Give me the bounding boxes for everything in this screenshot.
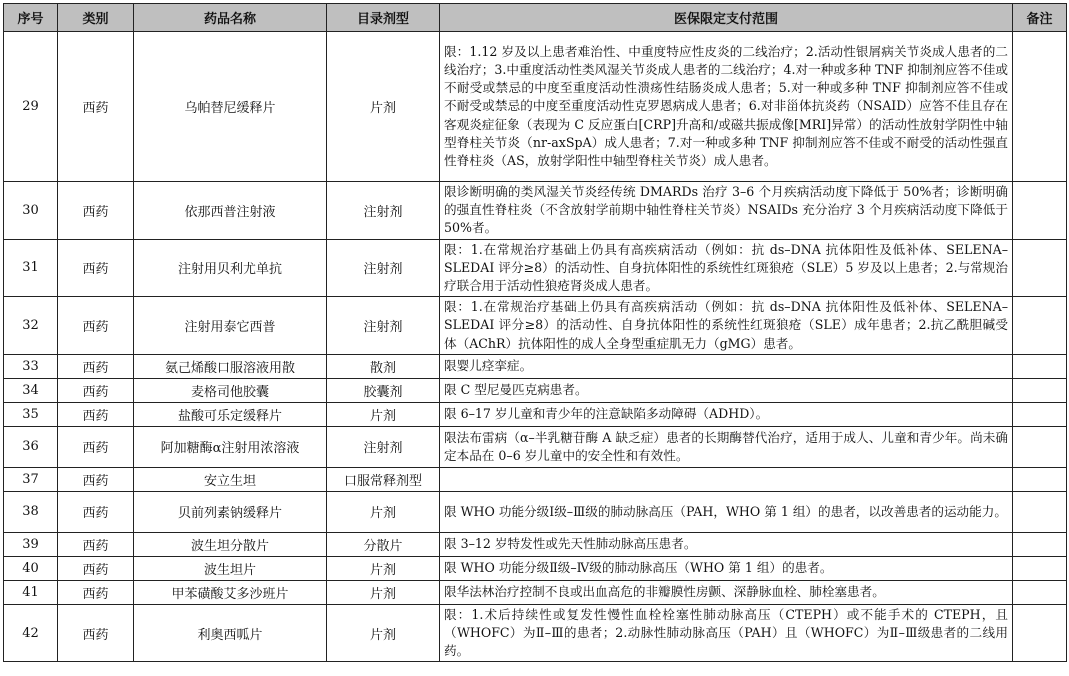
table-row <box>4 239 1067 297</box>
cell-no: 29 <box>4 32 58 182</box>
cell-dosage-form: 注射剂 <box>327 297 440 355</box>
cell-note <box>1013 402 1067 426</box>
cell-no: 31 <box>4 239 58 297</box>
cell-category: 西药 <box>58 402 134 426</box>
cell-reimbursement-scope: 限：1.术后持续性或复发性慢性血栓栓塞性肺动脉高压（CTEPH）或不能手术的 CTEPH，且（WHOFC）为Ⅱ–Ⅲ的患者；2.动脉性肺动脉高压（PAH）且（WHOFC）为Ⅱ–Ⅲ级患者的二线用药。 <box>440 604 1013 662</box>
cell-dosage-form: 口服常释剂型 <box>327 467 440 491</box>
cell-drug-name: 注射用泰它西普 <box>134 297 327 355</box>
cell-drug-name: 阿加糖酶α注射用浓溶液 <box>134 426 327 467</box>
table-body <box>4 32 1067 662</box>
cell-no: 41 <box>4 580 58 604</box>
header-category: 类别 <box>58 4 134 32</box>
cell-reimbursement-scope: 限 WHO 功能分级Ⅰ级–Ⅲ级的肺动脉高压（PAH，WHO 第 1 组）的患者，以改善患者的运动能力。 <box>440 491 1013 532</box>
header-reimbursement-scope: 医保限定支付范围 <box>440 4 1013 32</box>
cell-note <box>1013 182 1067 240</box>
cell-note <box>1013 532 1067 556</box>
cell-dosage-form: 分散片 <box>327 532 440 556</box>
cell-drug-name: 甲苯磺酸艾多沙班片 <box>134 580 327 604</box>
cell-drug-name: 安立生坦 <box>134 467 327 491</box>
cell-no: 36 <box>4 426 58 467</box>
cell-reimbursement-scope: 限婴儿痉挛症。 <box>440 354 1013 378</box>
cell-category: 西药 <box>58 239 134 297</box>
cell-category: 西药 <box>58 491 134 532</box>
cell-reimbursement-scope: 限 WHO 功能分级Ⅱ级–Ⅳ级的肺动脉高压（WHO 第 1 组）的患者。 <box>440 556 1013 580</box>
drug-reimbursement-table <box>3 3 1067 662</box>
cell-drug-name: 波生坦分散片 <box>134 532 327 556</box>
cell-no: 40 <box>4 556 58 580</box>
table-row <box>4 402 1067 426</box>
table-row <box>4 297 1067 355</box>
cell-note <box>1013 354 1067 378</box>
header-no: 序号 <box>4 4 58 32</box>
cell-category: 西药 <box>58 182 134 240</box>
table-row <box>4 491 1067 532</box>
cell-note <box>1013 239 1067 297</box>
table-header <box>4 4 1067 32</box>
cell-drug-name: 依那西普注射液 <box>134 182 327 240</box>
cell-category: 西药 <box>58 604 134 662</box>
cell-drug-name: 乌帕替尼缓释片 <box>134 32 327 182</box>
cell-reimbursement-scope: 限法布雷病（α–半乳糖苷酶 A 缺乏症）患者的长期酶替代治疗，适用于成人、儿童和青少年。尚未确定本品在 0–6 岁儿童中的安全性和有效性。 <box>440 426 1013 467</box>
cell-note <box>1013 426 1067 467</box>
cell-category: 西药 <box>58 426 134 467</box>
cell-drug-name: 波生坦片 <box>134 556 327 580</box>
table-row <box>4 532 1067 556</box>
cell-reimbursement-scope: 限：1.在常规治疗基础上仍具有高疾病活动（例如：抗 ds–DNA 抗体阳性及低补体、SELENA–SLEDAI 评分≥8）的活动性、自身抗体阳性的系统性红斑狼疮（SLE）成年患者；2.抗乙酰胆碱受体（AChR）抗体阳性的成人全身型重症肌无力（gMG）患者。 <box>440 297 1013 355</box>
table-row <box>4 378 1067 402</box>
header-dosage-form: 目录剂型 <box>327 4 440 32</box>
table-row <box>4 354 1067 378</box>
cell-dosage-form: 胶囊剂 <box>327 378 440 402</box>
cell-dosage-form: 片剂 <box>327 556 440 580</box>
cell-dosage-form: 注射剂 <box>327 182 440 240</box>
cell-drug-name: 注射用贝利尤单抗 <box>134 239 327 297</box>
cell-category: 西药 <box>58 297 134 355</box>
cell-note <box>1013 556 1067 580</box>
cell-dosage-form: 散剂 <box>327 354 440 378</box>
header-row <box>4 4 1067 32</box>
table-row <box>4 580 1067 604</box>
cell-reimbursement-scope: 限 C 型尼曼匹克病患者。 <box>440 378 1013 402</box>
cell-dosage-form: 注射剂 <box>327 239 440 297</box>
cell-no: 37 <box>4 467 58 491</box>
table-row <box>4 182 1067 240</box>
cell-category: 西药 <box>58 467 134 491</box>
cell-note <box>1013 32 1067 182</box>
cell-drug-name: 氨己烯酸口服溶液用散 <box>134 354 327 378</box>
cell-reimbursement-scope: 限诊断明确的类风湿关节炎经传统 DMARDs 治疗 3–6 个月疾病活动度下降低于 50%者；诊断明确的强直性脊柱炎（不含放射学前期中轴性脊柱关节炎）NSAIDs 充分治疗 3 个月疾病活动度下降低于 50%者。 <box>440 182 1013 240</box>
cell-reimbursement-scope: 限 3–12 岁特发性或先天性肺动脉高压患者。 <box>440 532 1013 556</box>
cell-drug-name: 盐酸可乐定缓释片 <box>134 402 327 426</box>
cell-note <box>1013 467 1067 491</box>
cell-note <box>1013 297 1067 355</box>
cell-category: 西药 <box>58 580 134 604</box>
cell-note <box>1013 491 1067 532</box>
cell-dosage-form: 片剂 <box>327 491 440 532</box>
table-row <box>4 467 1067 491</box>
cell-reimbursement-scope <box>440 467 1013 491</box>
header-note: 备注 <box>1013 4 1067 32</box>
cell-no: 32 <box>4 297 58 355</box>
cell-no: 30 <box>4 182 58 240</box>
cell-dosage-form: 片剂 <box>327 604 440 662</box>
table-row <box>4 32 1067 182</box>
cell-no: 39 <box>4 532 58 556</box>
table-row <box>4 426 1067 467</box>
header-drug-name: 药品名称 <box>134 4 327 32</box>
cell-note <box>1013 580 1067 604</box>
cell-no: 38 <box>4 491 58 532</box>
cell-dosage-form: 片剂 <box>327 402 440 426</box>
cell-reimbursement-scope: 限华法林治疗控制不良或出血高危的非瓣膜性房颤、深静脉血栓、肺栓塞患者。 <box>440 580 1013 604</box>
cell-no: 33 <box>4 354 58 378</box>
cell-category: 西药 <box>58 32 134 182</box>
cell-drug-name: 贝前列素钠缓释片 <box>134 491 327 532</box>
cell-no: 42 <box>4 604 58 662</box>
cell-category: 西药 <box>58 378 134 402</box>
cell-dosage-form: 注射剂 <box>327 426 440 467</box>
cell-no: 35 <box>4 402 58 426</box>
cell-dosage-form: 片剂 <box>327 580 440 604</box>
cell-drug-name: 利奥西呱片 <box>134 604 327 662</box>
cell-drug-name: 麦格司他胶囊 <box>134 378 327 402</box>
cell-category: 西药 <box>58 556 134 580</box>
cell-dosage-form: 片剂 <box>327 32 440 182</box>
cell-note <box>1013 378 1067 402</box>
cell-reimbursement-scope: 限 6–17 岁儿童和青少年的注意缺陷多动障碍（ADHD）。 <box>440 402 1013 426</box>
cell-category: 西药 <box>58 354 134 378</box>
cell-note <box>1013 604 1067 662</box>
cell-no: 34 <box>4 378 58 402</box>
table-row <box>4 604 1067 662</box>
cell-reimbursement-scope: 限：1.12 岁及以上患者难治性、中重度特应性皮炎的二线治疗；2.活动性银屑病关节炎成人患者的二线治疗；3.中重度活动性类风湿关节炎成人患者的二线治疗；4.对一种或多种 TNF 抑制剂应答不佳或不耐受或禁忌的中度至重度活动性溃疡性结肠炎成人患者；5.对一种或多种 TNF 抑制剂应答不佳或不耐受或禁忌的中度至重度活动性克罗恩病成人患者；6.对非甾体抗炎药（NSAID）应答不佳且存在客观炎症征象（表现为 C 反应蛋白[CRP]升高和/或磁共振成像[MRI]异常）的活动性放射学阴性中轴型脊柱关节炎（nr-axSpA）成人患者；7.对一种或多种 TNF 抑制剂应答不佳或不耐受的活动性强直性脊柱炎（AS，放射学阳性中轴型脊柱关节炎）成人患者。 <box>440 32 1013 182</box>
cell-category: 西药 <box>58 532 134 556</box>
table-row <box>4 556 1067 580</box>
cell-reimbursement-scope: 限：1.在常规治疗基础上仍具有高疾病活动（例如：抗 ds–DNA 抗体阳性及低补体、SELENA–SLEDAI 评分≥8）的活动性、自身抗体阳性的系统性红斑狼疮（SLE）5 岁及以上患者；2.与常规治疗联合用于活动性狼疮肾炎成人患者。 <box>440 239 1013 297</box>
